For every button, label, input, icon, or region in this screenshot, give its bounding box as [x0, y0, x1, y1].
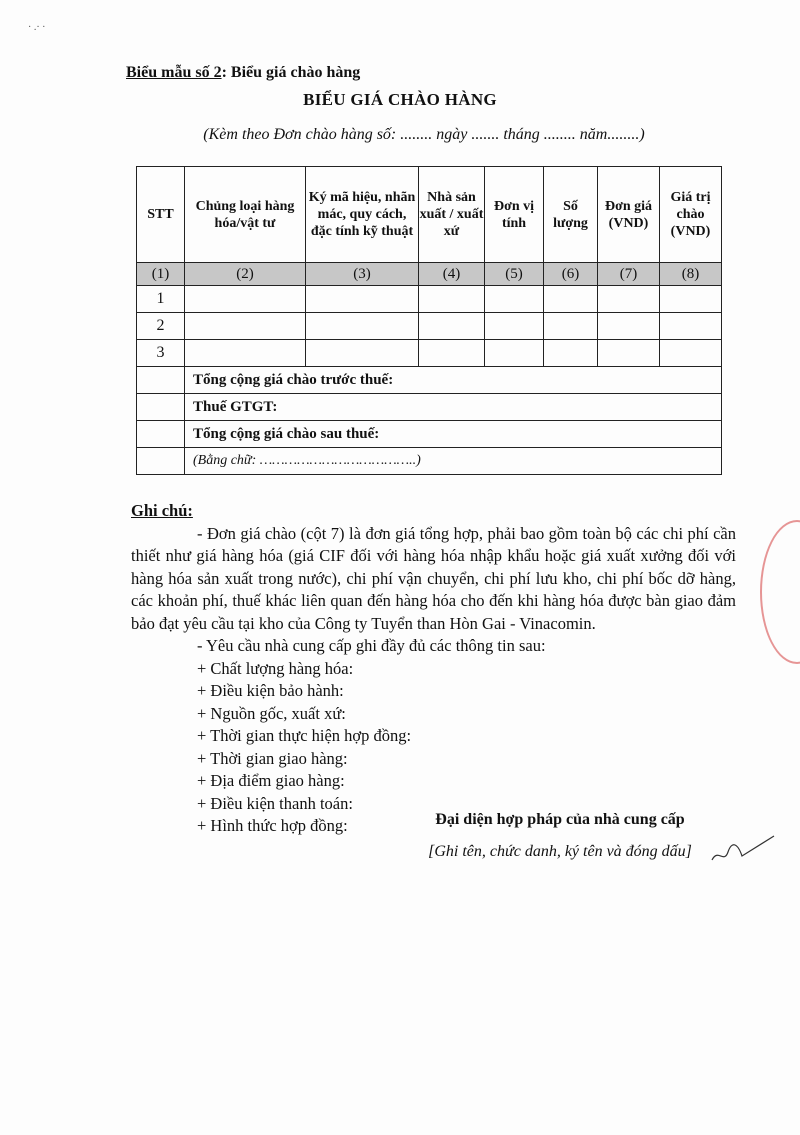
- form-label-prefix: Biểu mẫu số 2: [126, 64, 222, 81]
- table-cell: [185, 286, 306, 313]
- header-quantity: Số lượng: [544, 167, 598, 263]
- list-item: + Điều kiện thanh toán:: [197, 793, 353, 813]
- header-unit: Đơn vị tính: [485, 167, 544, 263]
- document-title: BIỂU GIÁ CHÀO HÀNG: [303, 90, 497, 109]
- table-cell: [485, 286, 544, 313]
- header-unit-price: Đơn giá (VND): [598, 167, 660, 263]
- table-cell: [185, 340, 306, 367]
- table-cell: [419, 313, 485, 340]
- in-words-row: [137, 448, 722, 475]
- table-cell: [598, 340, 660, 367]
- company-stamp-fragment: [760, 520, 800, 664]
- total-after-tax-label: Tổng cộng giá chào sau thuế:: [185, 421, 722, 448]
- table-cell: [485, 340, 544, 367]
- in-words-label: (Bằng chữ: ………………………………..): [185, 448, 722, 475]
- table-cell: [598, 286, 660, 313]
- column-number: (8): [660, 263, 722, 286]
- notes-section: [131, 500, 736, 838]
- form-label: [126, 64, 360, 82]
- table-cell: [137, 367, 185, 394]
- table-cell: [137, 421, 185, 448]
- header-specifications: Ký mã hiệu, nhãn mác, quy cách, đặc tính kỹ thuật: [306, 167, 419, 263]
- header-offer-value: Giá trị chào (VND): [660, 167, 722, 263]
- notes-paragraph: - Đơn giá chào (cột 7) là đơn giá tổng hợp, phải bao gồm toàn bộ các chi phí cần thiết như giá hàng hóa (giá CIF đối với hàng hóa nhập khẩu hoặc giá xuất xưởng đối với hàng hóa sản xuất trong nước), chi phí vận chuyển, chi phí lưu kho, chi phí bốc dỡ hàng, các khoản phí, thuế khác liên quan đến hàng hóa cho đến khi hàng hóa được bàn giao đảm bảo đạt yêu cầu tại kho của Công ty Tuyển than Hòn Gai - Vinacomin.: [131, 523, 736, 633]
- table-cell: [419, 340, 485, 367]
- header-stt: STT: [137, 167, 185, 263]
- table-cell: [544, 340, 598, 367]
- column-number-row: [137, 263, 722, 286]
- list-item: + Hình thức hợp đồng:: [197, 816, 348, 835]
- signature-note: [Ghi tên, chức danh, ký tên và đóng dấu]: [428, 843, 692, 860]
- list-item: + Thời gian giao hàng:: [197, 748, 348, 768]
- table-header-row: [137, 167, 722, 263]
- row-number: 1: [137, 286, 185, 313]
- list-item: + Chất lượng hàng hóa:: [197, 658, 354, 678]
- vat-label: Thuế GTGT:: [185, 394, 722, 421]
- list-item: + Thời gian thực hiện hợp đồng:: [197, 726, 412, 745]
- table-cell: [660, 340, 722, 367]
- total-before-tax-row: [137, 367, 722, 394]
- table-cell: [185, 313, 306, 340]
- scan-specks: · .· ·: [28, 22, 46, 33]
- column-number: (2): [185, 263, 306, 286]
- document-subtitle: (Kèm theo Đơn chào hàng số: ........ ngày ....... tháng ........ năm........): [203, 126, 645, 143]
- table-cell: [137, 394, 185, 421]
- total-before-tax-label: Tổng cộng giá chào trước thuế:: [185, 367, 722, 394]
- table-row: [137, 286, 722, 313]
- list-item: + Địa điểm giao hàng:: [197, 771, 345, 790]
- signature-scribble: [708, 830, 778, 870]
- table-cell: [306, 313, 419, 340]
- quotation-table: [136, 166, 722, 475]
- column-number: (1): [137, 263, 185, 286]
- total-after-tax-row: [137, 421, 722, 448]
- signature-title: Đại diện hợp pháp của nhà cung cấp: [435, 811, 685, 828]
- form-label-suffix: : Biểu giá chào hàng: [221, 64, 361, 81]
- vat-row: [137, 394, 722, 421]
- table-row: [137, 340, 722, 367]
- list-item: + Điều kiện bảo hành:: [197, 681, 344, 700]
- notes-heading: Ghi chú:: [131, 501, 193, 520]
- table-cell: [660, 286, 722, 313]
- table-cell: [306, 340, 419, 367]
- table-cell: [306, 286, 419, 313]
- column-number: (5): [485, 263, 544, 286]
- table-cell: [137, 448, 185, 475]
- table-cell: [485, 313, 544, 340]
- column-number: (3): [306, 263, 419, 286]
- table-cell: [660, 313, 722, 340]
- row-number: 3: [137, 340, 185, 367]
- notes-requirement: - Yêu cầu nhà cung cấp ghi đầy đủ các thông tin sau:: [197, 636, 546, 655]
- header-goods-type: Chủng loại hàng hóa/vật tư: [185, 167, 306, 263]
- table-cell: [544, 313, 598, 340]
- table-row: [137, 313, 722, 340]
- table-cell: [419, 286, 485, 313]
- header-manufacturer: Nhà sản xuất / xuất xứ: [419, 167, 485, 263]
- column-number: (7): [598, 263, 660, 286]
- column-number: (6): [544, 263, 598, 286]
- table-cell: [598, 313, 660, 340]
- list-item: + Nguồn gốc, xuất xứ:: [197, 703, 346, 723]
- table-cell: [544, 286, 598, 313]
- row-number: 2: [137, 313, 185, 340]
- column-number: (4): [419, 263, 485, 286]
